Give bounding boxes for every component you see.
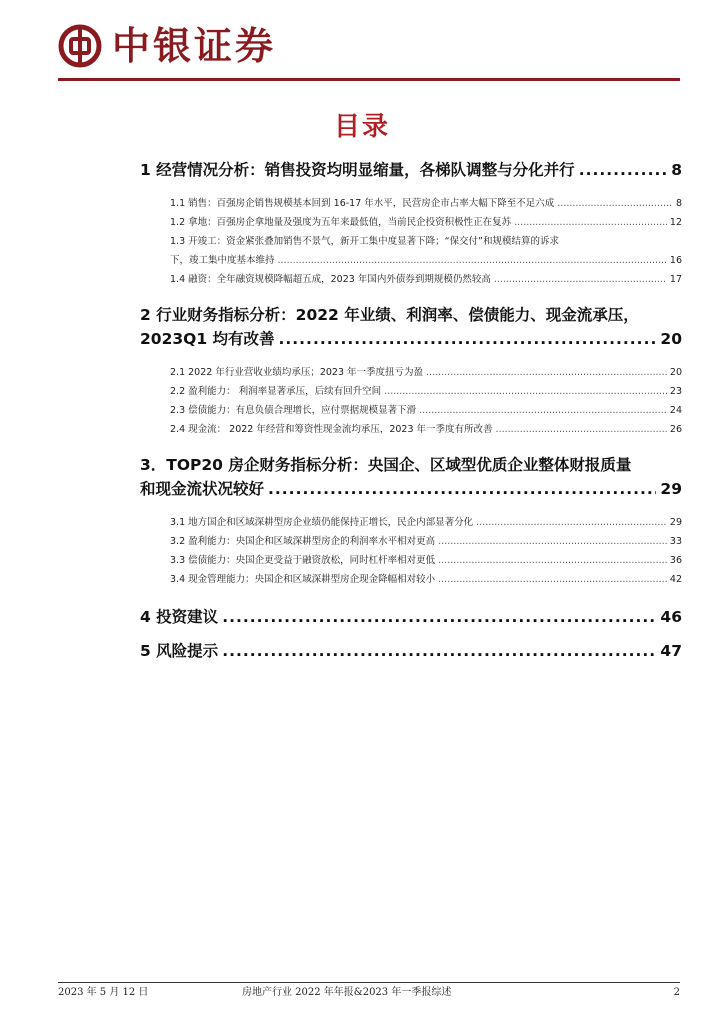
toc-item-1-3[interactable] [170,232,682,270]
footer-divider [58,982,680,983]
toc-item-3-1[interactable] [170,513,682,532]
toc-section-title: 5 风险提示 [140,642,219,660]
toc-item-2-4[interactable] [170,420,682,439]
bank-of-china-logo-icon [58,24,102,68]
leader-dots [279,327,657,351]
leader-dots [438,570,667,589]
toc-section-title: 2 行业财务指标分析：2022 年业绩、利润率、偿债能力、现金流承压， [140,306,639,324]
toc-item-1-1[interactable] [170,194,682,213]
toc-item-title: 2.3 偿债能力：有息负债合理增长，应付票据规模显著下滑 [170,405,417,416]
leader-dots [222,605,656,629]
toc-item-title: 3.4 现金管理能力：央国企和区域深耕型房企现金降幅相对较小 [170,574,436,585]
toc-section-page: 46 [660,608,682,626]
toc-item-title: 3.2 盈利能力：央国企和区域深耕型房企的利润率水平相对更高 [170,536,436,547]
toc-item-title: 2.4 现金流： 2022 年经营和筹资性现金流均承压，2023 年一季度有所改善 [170,424,493,435]
report-title: 房地产行业 2022 年年报&2023 年一季报综述 [242,987,452,998]
toc-item-1-4[interactable] [170,270,682,289]
toc-item-page: 36 [669,555,682,566]
toc-item-page: 33 [669,536,682,547]
toc-section-page: 47 [660,642,682,660]
toc-item-title: 2.1 2022 年行业营收业绩均承压；2023 年一季度扭亏为盈 [170,367,424,378]
leader-dots [268,477,656,501]
toc-section-1[interactable] [140,158,682,182]
toc-item-3-4[interactable] [170,570,682,589]
toc-item-2-2[interactable] [170,382,682,401]
table-of-contents [140,158,682,663]
toc-item-title: 3.1 地方国企和区域深耕型房企业绩仍能保持正增长，民企内部显著分化 [170,517,474,528]
toc-section-4[interactable] [140,605,682,629]
toc-section-page: 8 [671,161,682,179]
toc-section-title-continued: 2023Q1 均有改善 [140,330,275,348]
toc-item-page: 23 [669,386,682,397]
toc-section-title-continued: 和现金流状况较好 [140,480,265,498]
toc-item-2-3[interactable] [170,401,682,420]
leader-dots [438,532,667,551]
toc-item-3-2[interactable] [170,532,682,551]
page-header [0,0,724,82]
leader-dots [419,401,667,420]
toc-section-page: 20 [660,330,682,348]
toc-item-title: 1.4 融资：全年融资规模降幅超五成，2023 年国内外债券到期规模仍然较高 [170,274,491,285]
toc-section-page: 29 [660,480,682,498]
toc-item-3-3[interactable] [170,551,682,570]
toc-section-title: 3．TOP20 房企财务指标分析：央国企、区域型优质企业整体财报质量 [140,456,632,474]
toc-item-page: 16 [669,255,682,266]
toc-section-2[interactable] [140,303,682,351]
brand-name: 中银证券 [112,24,277,68]
leader-dots [476,513,667,532]
toc-item-title-continued: 下，竣工集中度基本维持 [170,255,275,266]
leader-dots [494,270,667,289]
toc-title: 目录 [333,112,390,142]
leader-dots [278,251,667,270]
page-number: 2 [673,987,680,998]
leader-dots [222,639,656,663]
toc-item-title: 1.2 拿地：百强房企拿地量及强度为五年来最低值，当前民企投资积极性正在复苏 [170,217,512,228]
leader-dots [384,382,667,401]
leader-dots [496,420,667,439]
toc-item-page: 12 [669,217,682,228]
toc-item-page: 24 [669,405,682,416]
toc-item-page: 20 [669,367,682,378]
toc-item-2-1[interactable] [170,363,682,382]
toc-item-title: 3.3 偿债能力：央国企更受益于融资放松，同时杠杆率相对更低 [170,555,436,566]
report-date: 2023 年 5 月 12 日 [58,987,149,998]
toc-item-page: 29 [669,517,682,528]
header-divider [58,78,680,81]
leader-dots [557,194,673,213]
toc-section-5[interactable] [140,639,682,663]
toc-item-page: 8 [675,198,682,209]
toc-section-3[interactable] [140,453,682,501]
toc-item-page: 26 [669,424,682,435]
toc-item-page: 17 [669,274,682,285]
toc-item-title: 1.1 销售：百强房企销售规模基本回到 16-17 年水平，民营房企市占率大幅下降至不足六成 [170,198,555,209]
toc-section-title: 1 经营情况分析：销售投资均明显缩量，各梯队调整与分化并行 [140,161,575,179]
toc-item-title: 1.3 开竣工：资金紧张叠加销售不景气，新开工集中度显著下降；“保交付”和规模结算的诉求 [170,236,559,247]
leader-dots [514,213,667,232]
leader-dots [579,158,668,182]
toc-item-1-2[interactable] [170,213,682,232]
leader-dots [426,363,667,382]
toc-item-page: 42 [669,574,682,585]
leader-dots [438,551,667,570]
toc-section-title: 4 投资建议 [140,608,219,626]
toc-item-title: 2.2 盈利能力： 利润率显著承压，后续有回升空间 [170,386,382,397]
